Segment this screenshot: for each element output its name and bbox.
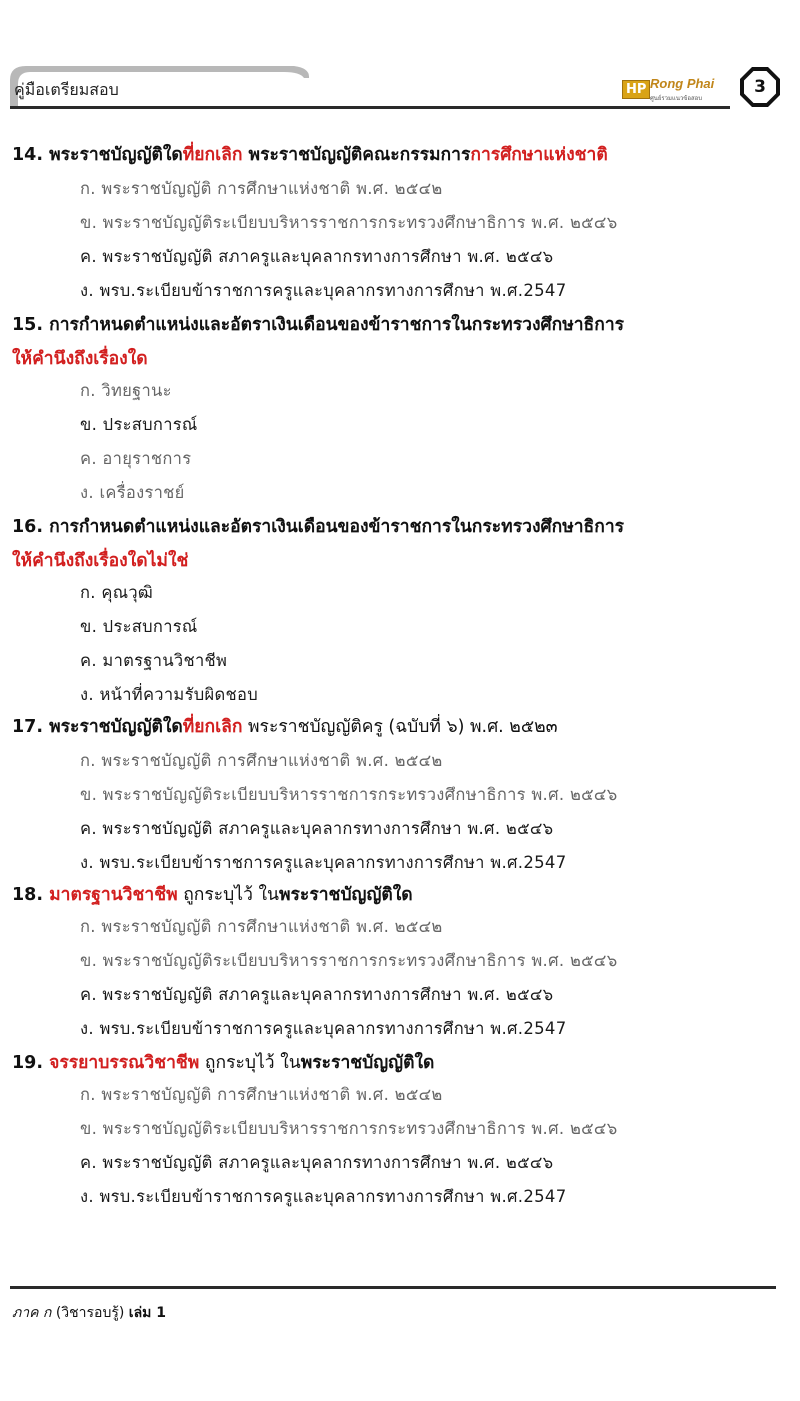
question-highlight: จรรยาบรรณวิชาชีพ (49, 1053, 200, 1073)
option-17-c: ค. พระราชบัญญัติ สภาครูและบุคลากรทางการศึกษา พ.ศ. ๒๕๔๖ (80, 819, 554, 838)
logo-name: Rong Phai (650, 76, 715, 91)
question-15-highlight: ให้คำนึงถึงเรื่องใด (12, 349, 148, 369)
option-16-d: ง. หน้าที่ความรับผิดชอบ (80, 685, 258, 704)
header-divider (10, 106, 730, 109)
question-number: 19. (12, 1053, 44, 1073)
question-highlight: การศึกษาแห่งชาติ (470, 145, 608, 165)
option-15-c: ค. อายุราชการ (80, 449, 192, 468)
header-title: คู่มือเตรียมสอบ (14, 80, 119, 99)
question-text: พระราชบัญญัติใด (279, 885, 413, 905)
question-number: 17. (12, 717, 44, 737)
question-16 (12, 512, 624, 540)
option-19-c: ค. พระราชบัญญัติ สภาครูและบุคลากรทางการศึกษา พ.ศ. ๒๕๔๖ (80, 1153, 554, 1172)
footer-divider (10, 1286, 776, 1289)
footer-subject: (วิชารอบรู้) (51, 1305, 129, 1321)
option-15-b: ข. ประสบการณ์ (80, 415, 198, 434)
question-text: การกำหนดตำแหน่งและอัตราเงินเดือนของข้าราชการในกระทรวงศึกษาธิการ (49, 315, 625, 335)
option-16-a: ก. คุณวุฒิ (80, 583, 154, 602)
option-18-b: ข. พระราชบัญญัติระเบียบบริหารราชการกระทรวงศึกษาธิการ พ.ศ. ๒๕๔๖ (80, 951, 618, 970)
question-text: ถูกระบุไว้ ใน (177, 885, 279, 905)
question-19 (12, 1048, 434, 1076)
option-18-a: ก. พระราชบัญญัติ การศึกษาแห่งชาติ พ.ศ. ๒๕๔๒ (80, 917, 443, 936)
footer-volume: เล่ม 1 (128, 1305, 166, 1321)
question-text: พระราชบัญญัติครู (ฉบับที่ ๖) พ.ศ. ๒๕๒๓ (242, 717, 558, 737)
option-19-b: ข. พระราชบัญญัติระเบียบบริหารราชการกระทรวงศึกษาธิการ พ.ศ. ๒๕๔๖ (80, 1119, 618, 1138)
rong-phai-logo (620, 74, 740, 104)
page-number: 3 (754, 77, 766, 97)
option-19-d: ง. พรบ.ระเบียบข้าราชการครูและบุคลากรทางการศึกษา พ.ศ.2547 (80, 1187, 567, 1206)
question-highlight: ที่ยกเลิก (182, 717, 243, 737)
option-18-d: ง. พรบ.ระเบียบข้าราชการครูและบุคลากรทางการศึกษา พ.ศ.2547 (80, 1019, 567, 1038)
question-17 (12, 712, 558, 740)
option-16-c: ค. มาตรฐานวิชาชีพ (80, 651, 228, 670)
option-16-b: ข. ประสบการณ์ (80, 617, 198, 636)
question-14 (12, 140, 608, 168)
question-text: พระราชบัญญัติใด (300, 1053, 435, 1073)
option-14-c: ค. พระราชบัญญัติ สภาครูและบุคลากรทางการศึกษา พ.ศ. ๒๕๔๖ (80, 247, 554, 266)
option-14-a: ก. พระราชบัญญัติ การศึกษาแห่งชาติ พ.ศ. ๒๕๔๒ (80, 179, 443, 198)
option-17-d: ง. พรบ.ระเบียบข้าราชการครูและบุคลากรทางการศึกษา พ.ศ.2547 (80, 853, 567, 872)
question-number: 16. (12, 517, 44, 537)
option-17-a: ก. พระราชบัญญัติ การศึกษาแห่งชาติ พ.ศ. ๒๕๔๒ (80, 751, 443, 770)
option-15-d: ง. เครื่องราชย์ (80, 483, 185, 502)
option-19-a: ก. พระราชบัญญัติ การศึกษาแห่งชาติ พ.ศ. ๒๕๔๒ (80, 1085, 443, 1104)
question-18 (12, 880, 413, 908)
question-highlight: ที่ยกเลิก (182, 145, 243, 165)
page-header (0, 0, 800, 120)
question-16-highlight: ให้คำนึงถึงเรื่องใดไม่ใช่ (12, 551, 189, 571)
question-text: พระราชบัญญัติใด (49, 717, 183, 737)
logo-tagline: ศูนย์รวมแนวข้อสอบ (650, 95, 703, 102)
question-highlight: มาตรฐานวิชาชีพ (49, 885, 178, 905)
option-17-b: ข. พระราชบัญญัติระเบียบบริหารราชการกระทรวงศึกษาธิการ พ.ศ. ๒๕๔๖ (80, 785, 618, 804)
question-text: การกำหนดตำแหน่งและอัตราเงินเดือนของข้าราชการในกระทรวงศึกษาธิการ (49, 517, 625, 537)
question-text: พระราชบัญญัติคณะกรรมการ (242, 145, 471, 165)
question-number: 14. (12, 145, 44, 165)
option-14-b: ข. พระราชบัญญัติระเบียบบริหารราชการกระทรวงศึกษาธิการ พ.ศ. ๒๕๔๖ (80, 213, 618, 232)
logo-hp-mark: HP (622, 80, 650, 99)
option-18-c: ค. พระราชบัญญัติ สภาครูและบุคลากรทางการศึกษา พ.ศ. ๒๕๔๖ (80, 985, 554, 1004)
question-number: 18. (12, 885, 44, 905)
option-15-a: ก. วิทยฐานะ (80, 381, 172, 400)
question-15 (12, 310, 624, 338)
option-14-d: ง. พรบ.ระเบียบข้าราชการครูและบุคลากรทางการศึกษา พ.ศ.2547 (80, 281, 567, 300)
question-text: พระราชบัญญัติใด (49, 145, 183, 165)
footer-part: ภาค ก (12, 1305, 52, 1321)
page-footer (12, 1302, 166, 1324)
question-number: 15. (12, 315, 44, 335)
question-text: ถูกระบุไว้ ใน (199, 1053, 301, 1073)
